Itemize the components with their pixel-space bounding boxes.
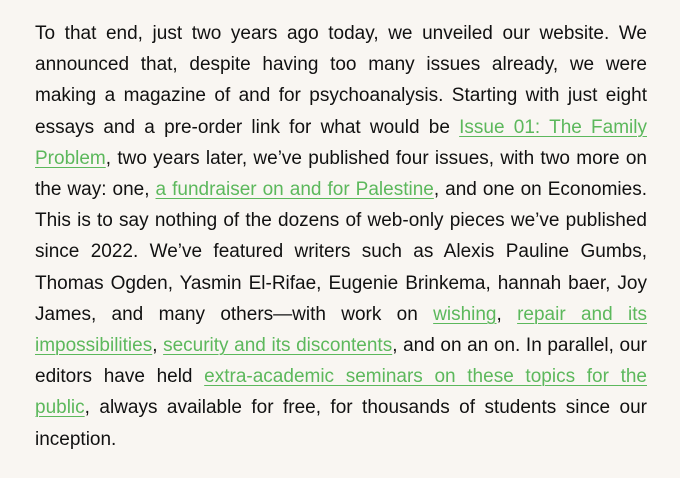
link-extra-academic-seminars[interactable]: extra-academic seminars on these topics for the public [35,366,647,419]
body-text: To that end, just two years ago today, we unveiled our website. We announced that, despite having too many issues already, we were making a magazine of and for psychoanalysis. Starting with just eight essays and a pre-order link for what would be [35,23,647,138]
article-paragraph [35,18,647,455]
body-text: , always available for free, for thousands of students since our inception. [35,397,647,450]
link-issue-01[interactable]: Issue 01: The Family Problem [35,116,647,169]
link-security-discontents[interactable]: security and its discontents [163,335,393,357]
body-text: , [496,303,518,325]
link-wishing[interactable]: wishing [433,303,497,325]
body-text: , and one on Economies. This is to say nothing of the dozens of web-only pieces we’ve published since 2022. We’ve featured writers such as Alexis Pauline Gumbs, Thomas Ogden, Yasmin El-Rifae, Eugenie Brinkema, hannah baer, Joy James, and many others—with work on [35,179,647,325]
link-repair-impossibilities[interactable]: repair and its impossibilities [35,303,647,357]
link-fundraiser-palestine[interactable]: a fundraiser on and for Palestine [155,179,434,201]
body-text: , [152,335,164,357]
body-text: , and on an on. In parallel, our editors have held [35,335,647,388]
body-text: , two years later, we’ve published four issues, with two more on the way: one, [35,147,647,201]
